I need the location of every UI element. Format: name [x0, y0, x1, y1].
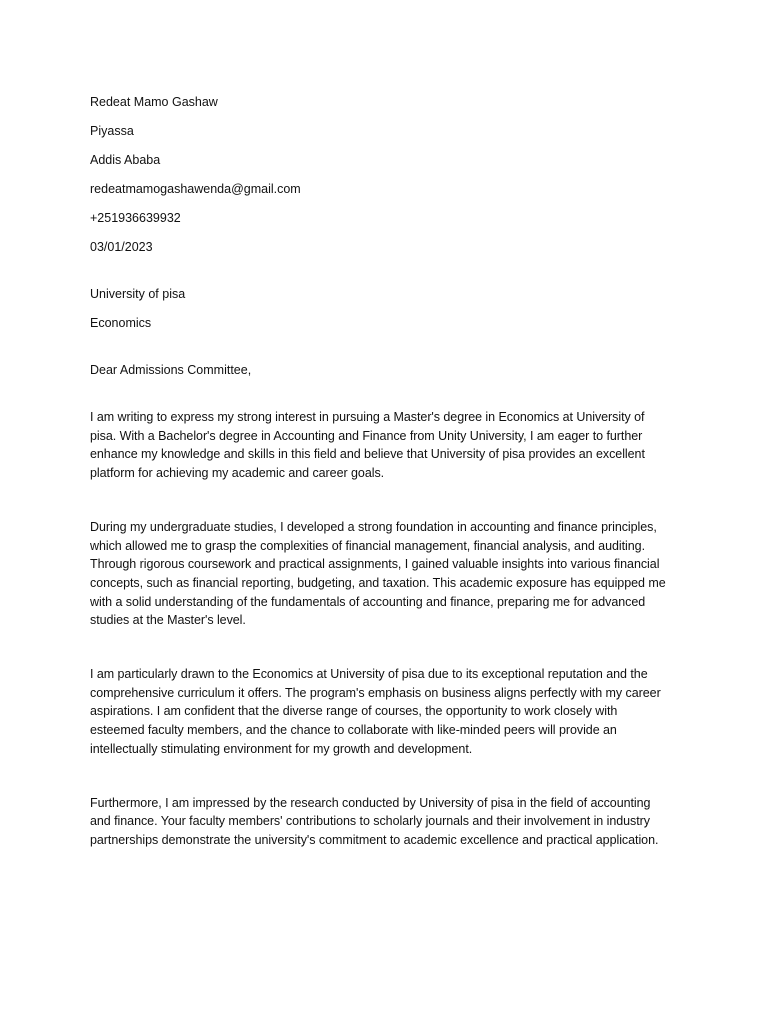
paragraph-line: I am writing to express my strong interest in pursuing a Master's degree in Economics at University of	[90, 410, 645, 424]
spacer	[90, 483, 690, 507]
paragraph-line: aspirations. I am confident that the diverse range of courses, the opportunity to work closely with	[90, 704, 618, 719]
salutation: Dear Admissions Committee,	[90, 363, 252, 377]
recipient-institution: University of pisa	[90, 287, 186, 301]
paragraph-line: Furthermore, I am impressed by the research conducted by University of pisa in the field of accounting	[90, 795, 651, 810]
paragraph-line: with a solid understanding of the fundamentals of accounting and finance, preparing me for advanced	[90, 594, 646, 609]
spacer	[90, 654, 690, 665]
paragraph-line: comprehensive curriculum it offers. The program's emphasis on business aligns perfectly with my career	[90, 685, 661, 700]
paragraph-line: which allowed me to grasp the complexities of financial management, financial analysis, and auditing.	[90, 538, 645, 553]
paragraph-line: concepts, such as financial reporting, budgeting, and taxation. This academic exposure has equipped me	[90, 575, 666, 590]
paragraph-line: and finance. Your faculty members' contributions to scholarly journals and their involvement in industry	[90, 814, 650, 829]
sender-street: Piyassa	[90, 124, 134, 138]
spacer	[90, 343, 690, 361]
paragraph-line: partnerships demonstrate the university's commitment to academic excellence and practical application.	[90, 832, 659, 847]
sender-email: redeatmamogashawenda@gmail.com	[90, 182, 301, 196]
spacer	[90, 507, 690, 518]
letter-body	[90, 93, 690, 850]
sender-phone: +251936639932	[90, 211, 181, 225]
paragraph-line: I am particularly drawn to the Economics at University of pisa due to its exceptional reputation and the	[90, 667, 648, 682]
spacer	[90, 267, 690, 285]
paragraph-4	[90, 794, 690, 850]
sender-city: Addis Ababa	[90, 153, 161, 167]
paragraph-line: esteemed faculty members, and the chance to collaborate with like-minded peers will provide an	[90, 723, 617, 738]
paragraph-line: platform for achieving my academic and career goals.	[90, 466, 385, 481]
sender-name: Redeat Mamo Gashaw	[90, 95, 218, 109]
recipient-department: Economics	[90, 316, 152, 330]
paragraph-2	[90, 518, 690, 630]
spacer	[90, 390, 690, 408]
letter-date: 03/01/2023	[90, 240, 153, 254]
paragraph-line: Through rigorous coursework and practical assignments, I gained valuable insights into various financial	[90, 557, 660, 572]
paragraph-line: intellectually stimulating environment for my growth and development.	[90, 741, 473, 756]
paragraph-line: enhance my knowledge and skills in this field and believe that University of pisa provides an excellent	[90, 447, 645, 462]
spacer	[90, 783, 690, 794]
paragraph-3	[90, 665, 690, 759]
paragraph-line: studies at the Master's level.	[90, 613, 246, 628]
paragraph-1	[90, 408, 690, 483]
spacer	[90, 630, 690, 654]
paragraph-line: During my undergraduate studies, I developed a strong foundation in accounting and finance principles,	[90, 519, 657, 534]
paragraph-line: pisa. With a Bachelor's degree in Accounting and Finance from Unity University, I am eager to further	[90, 428, 643, 443]
spacer	[90, 759, 690, 783]
